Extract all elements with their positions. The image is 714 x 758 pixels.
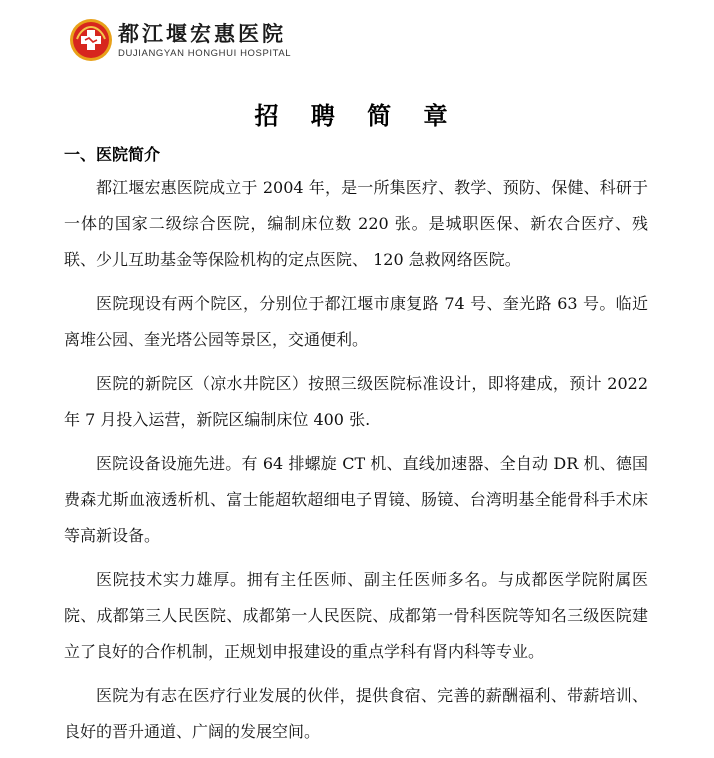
hospital-header	[68, 16, 291, 64]
red-cross-hospital-logo-icon	[68, 17, 114, 63]
document-title: 招 聘 简 章	[254, 101, 460, 130]
paragraph-campuses: 医院现设有两个院区，分别位于都江堰市康复路 74 号、奎光路 63 号。临近离堆公园、奎光塔公园等景区，交通便利。	[64, 294, 648, 349]
section-heading-hospital-intro: 一、医院简介	[64, 145, 161, 164]
paragraph-benefits: 医院为有志在医疗行业发展的伙伴，提供食宿、完善的薪酬福利、带薪培训、良好的晋升通道、广阔的发展空间。	[64, 686, 648, 741]
hospital-brand	[118, 22, 291, 59]
paragraph-founding: 都江堰宏惠医院成立于 2004 年，是一所集医疗、教学、预防、保健、科研于一体的国家二级综合医院，编制床位数 220 张。是城职医保、新农合医疗、残联、少儿互助基金等保险机构的定点医院、 120 急救网络医院。	[64, 178, 648, 269]
paragraph-new-campus: 医院的新院区（凉水井院区）按照三级医院标准设计，即将建成，预计 2022 年 7 月投入运营，新院区编制床位 400 张.	[64, 374, 648, 429]
paragraph-expertise: 医院技术实力雄厚。拥有主任医师、副主任医师多名。与成都医学院附属医院、成都第三人民医院、成都第一人民医院、成都第一骨科医院等知名三级医院建立了良好的合作机制，正规划申报建设的重点学科有肾内科等专业。	[64, 570, 648, 661]
hospital-name-cn: 都江堰宏惠医院	[118, 20, 286, 46]
hospital-name-en: DUJIANGYAN HONGHUI HOSPITAL	[118, 47, 292, 59]
paragraph-equipment: 医院设备设施先进。有 64 排螺旋 CT 机、直线加速器、全自动 DR 机、德国费森尤斯血液透析机、富士能超软超细电子胃镜、肠镜、台湾明基全能骨科手术床等高新设备。	[64, 454, 648, 545]
document-body	[64, 170, 648, 758]
